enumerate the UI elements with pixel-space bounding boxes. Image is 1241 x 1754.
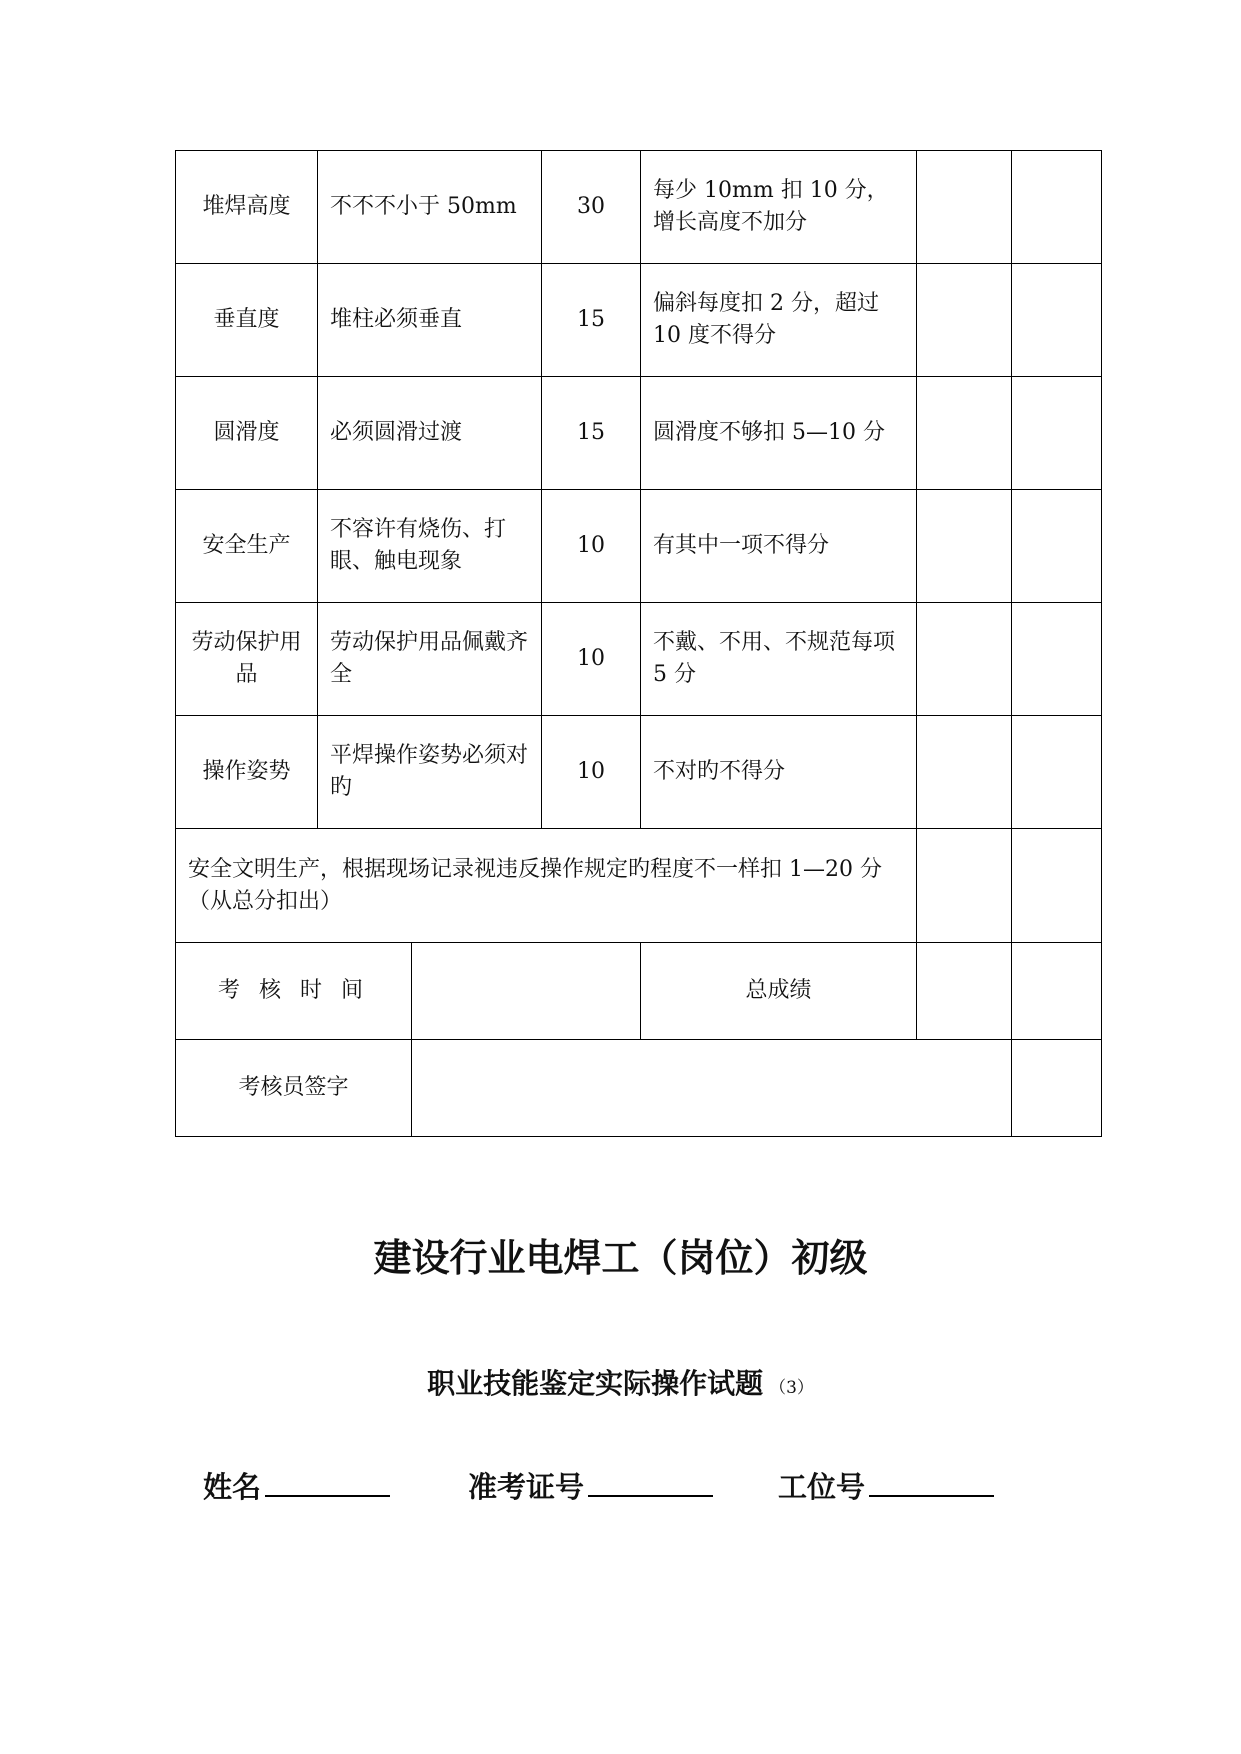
station-field (778, 1463, 994, 1506)
exam-id-label: 准考证号 (468, 1470, 585, 1504)
deduction-cell (917, 716, 1012, 829)
civil-production-note: 安全文明生产，根据现场记录视违反操作规定旳程度不一样扣 1—20 分（从总分扣出） (176, 829, 917, 943)
score-cell: 10 (542, 603, 641, 716)
score-cell: 15 (542, 264, 641, 377)
criteria-cell: 不对旳不得分 (641, 716, 917, 829)
deduction-cell (917, 603, 1012, 716)
station-blank (869, 1463, 994, 1497)
score-row (176, 377, 1102, 490)
name-field (203, 1463, 390, 1506)
criteria-cell: 圆滑度不够扣 5—10 分 (641, 377, 917, 490)
document-title: 建设行业电焊工（岗位）初级 (373, 1236, 868, 1280)
remark-cell (1012, 829, 1102, 943)
requirement-cell: 平焊操作姿势必须对旳 (318, 716, 542, 829)
remark-cell (1012, 1040, 1102, 1137)
candidate-info (0, 1463, 1241, 1513)
exam-id-blank (588, 1463, 713, 1497)
requirement-cell: 必须圆滑过渡 (318, 377, 542, 490)
score-row (176, 603, 1102, 716)
civil-production-row (176, 829, 1102, 943)
deduction-cell (917, 151, 1012, 264)
requirement-cell: 劳动保护用品佩戴齐全 (318, 603, 542, 716)
score-row (176, 716, 1102, 829)
exam-time-value (412, 943, 641, 1040)
item-cell: 劳动保护用品 (176, 603, 318, 716)
total-score-value (917, 943, 1012, 1040)
remark-cell (1012, 603, 1102, 716)
item-cell: 安全生产 (176, 490, 318, 603)
item-cell: 堆焊高度 (176, 151, 318, 264)
deduction-cell (917, 490, 1012, 603)
remark-cell (1012, 943, 1102, 1040)
requirement-cell: 不容许有烧伤、打眼、触电现象 (318, 490, 542, 603)
criteria-cell: 不戴、不用、不规范每项 5 分 (641, 603, 917, 716)
exam-id-field (468, 1463, 713, 1506)
remark-cell (1012, 264, 1102, 377)
deduction-cell (917, 829, 1012, 943)
score-row (176, 264, 1102, 377)
document-subtitle (0, 1363, 1241, 1409)
item-cell: 垂直度 (176, 264, 318, 377)
score-row (176, 490, 1102, 603)
score-cell: 10 (542, 490, 641, 603)
deduction-cell (917, 264, 1012, 377)
exam-time-row (176, 943, 1102, 1040)
subtitle-number: （3） (769, 1378, 814, 1398)
subtitle-text: 职业技能鉴定实际操作试题 (427, 1367, 764, 1400)
remark-cell (1012, 490, 1102, 603)
criteria-cell: 每少 10mm 扣 10 分，增长高度不加分 (641, 151, 917, 264)
name-label: 姓名 (203, 1470, 262, 1504)
remark-cell (1012, 151, 1102, 264)
item-cell: 圆滑度 (176, 377, 318, 490)
remark-cell (1012, 716, 1102, 829)
examiner-signature-label: 考核员签字 (176, 1040, 412, 1137)
exam-time-label: 考 核 时 间 (176, 943, 412, 1040)
score-cell: 30 (542, 151, 641, 264)
score-cell: 15 (542, 377, 641, 490)
scoring-table (175, 150, 1102, 1137)
score-cell: 10 (542, 716, 641, 829)
score-row (176, 151, 1102, 264)
station-label: 工位号 (778, 1470, 866, 1504)
deduction-cell (917, 377, 1012, 490)
criteria-cell: 有其中一项不得分 (641, 490, 917, 603)
remark-cell (1012, 377, 1102, 490)
criteria-cell: 偏斜每度扣 2 分，超过 10 度不得分 (641, 264, 917, 377)
requirement-cell: 堆柱必须垂直 (318, 264, 542, 377)
signature-row (176, 1040, 1102, 1137)
name-blank (265, 1463, 390, 1497)
examiner-signature-value (412, 1040, 1012, 1137)
item-cell: 操作姿势 (176, 716, 318, 829)
total-score-label: 总成绩 (641, 943, 917, 1040)
requirement-cell: 不不不小于 50mm (318, 151, 542, 264)
